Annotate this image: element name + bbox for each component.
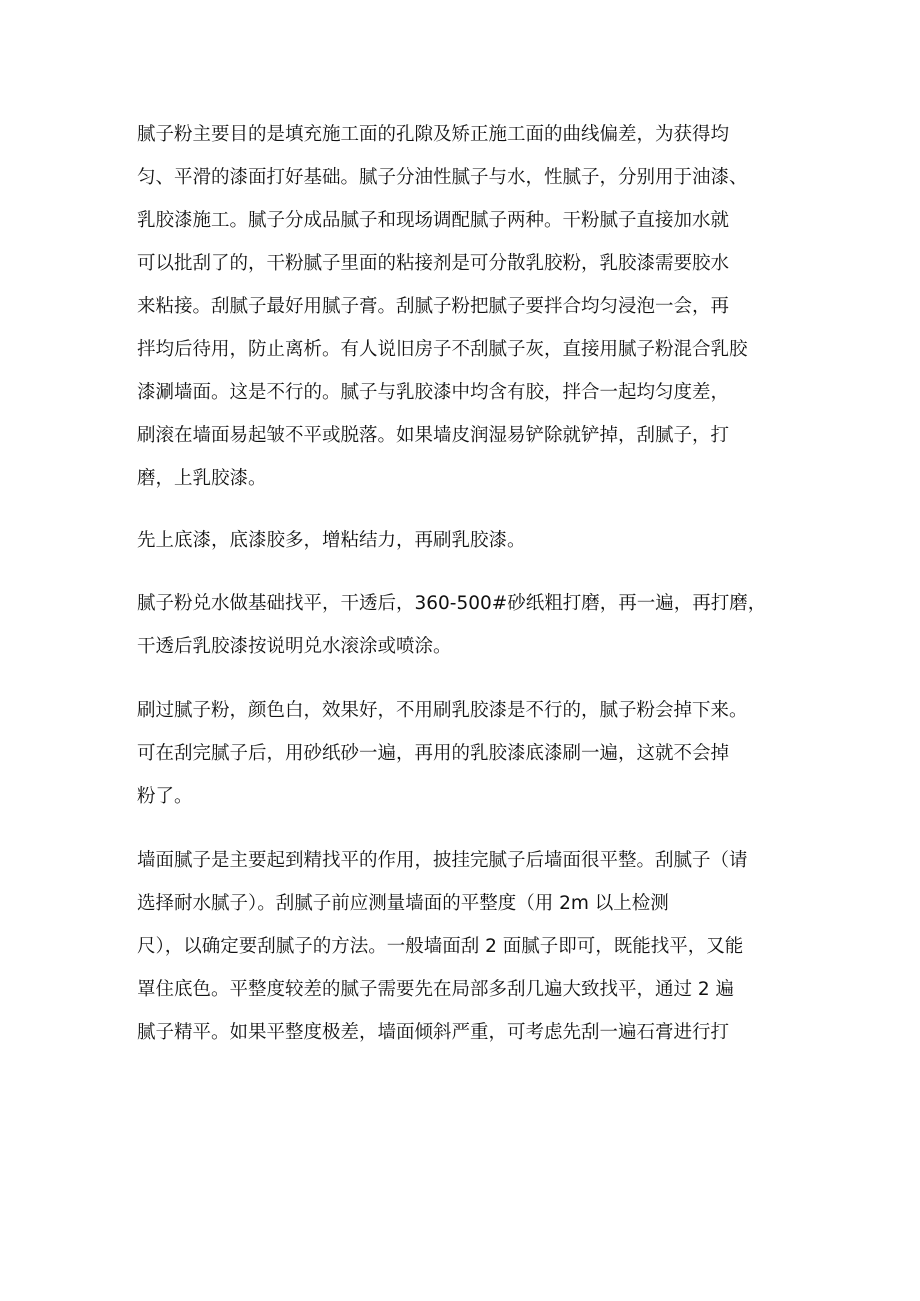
document-body (137, 113, 797, 1054)
text-line: 刷过腻子粉，颜色白，效果好，不用刷乳胶漆是不行的，腻子粉会掉下来。 (137, 700, 748, 721)
text-line: 罩住底色。平整度较差的腻子需要先在局部多刮几遍大致找平，通过 2 遍 (137, 979, 735, 1000)
text-line: 可以批刮了的，干粉腻子里面的粘接剂是可分散乳胶粉，乳胶漆需要胶水 (137, 253, 730, 274)
text-line: 漆涮墙面。这是不行的。腻子与乳胶漆中均含有胶，拌合一起均匀度差， (137, 382, 730, 403)
text-line: 来粘接。刮腻子最好用腻子膏。刮腻子粉把腻子要拌合均匀浸泡一会，再 (137, 296, 730, 317)
text-line: 墙面腻子是主要起到精找平的作用，披挂完腻子后墙面很平整。刮腻子（请 (137, 850, 748, 871)
text-line: 刷滚在墙面易起皱不平或脱落。如果墙皮润湿易铲除就铲掉，刮腻子，打 (137, 425, 730, 446)
text-line: 磨，上乳胶漆。 (137, 468, 267, 489)
text-line: 腻子粉兑水做基础找平，干透后，360-500#砂纸粗打磨，再一遍，再打磨， (137, 593, 767, 614)
paragraph-leveling (137, 582, 797, 668)
text-line: 拌均后待用，防止离析。有人说旧房子不刮腻子灰，直接用腻子粉混合乳胶 (137, 339, 748, 360)
paragraph-primer (137, 519, 797, 562)
text-line: 选择耐水腻子）。刮腻子前应测量墙面的平整度（用 2m 以上检测 (137, 893, 669, 914)
paragraph-putty-powder (137, 689, 797, 818)
text-line: 匀、平滑的漆面打好基础。腻子分油性腻子与水，性腻子，分别用于油漆、 (137, 167, 748, 188)
paragraph-wall-putty (137, 839, 797, 1054)
paragraph-putty-purpose (137, 113, 797, 500)
text-line: 乳胶漆施工。腻子分成品腻子和现场调配腻子两种。干粉腻子直接加水就 (137, 210, 730, 231)
text-line: 腻子粉主要目的是填充施工面的孔隙及矫正施工面的曲线偏差，为获得均 (137, 124, 730, 145)
text-line: 粉了。 (137, 786, 193, 807)
text-line: 可在刮完腻子后，用砂纸砂一遍，再用的乳胶漆底漆刷一遍，这就不会掉 (137, 743, 730, 764)
text-line: 腻子精平。如果平整度极差，墙面倾斜严重，可考虑先刮一遍石膏进行打 (137, 1022, 730, 1043)
text-line: 尺），以确定要刮腻子的方法。一般墙面刮 2 面腻子即可，既能找平，又能 (137, 936, 744, 957)
text-line: 干透后乳胶漆按说明兑水滚涂或喷涂。 (137, 636, 452, 657)
text-line: 先上底漆，底漆胶多，增粘结力，再刷乳胶漆。 (137, 530, 526, 551)
